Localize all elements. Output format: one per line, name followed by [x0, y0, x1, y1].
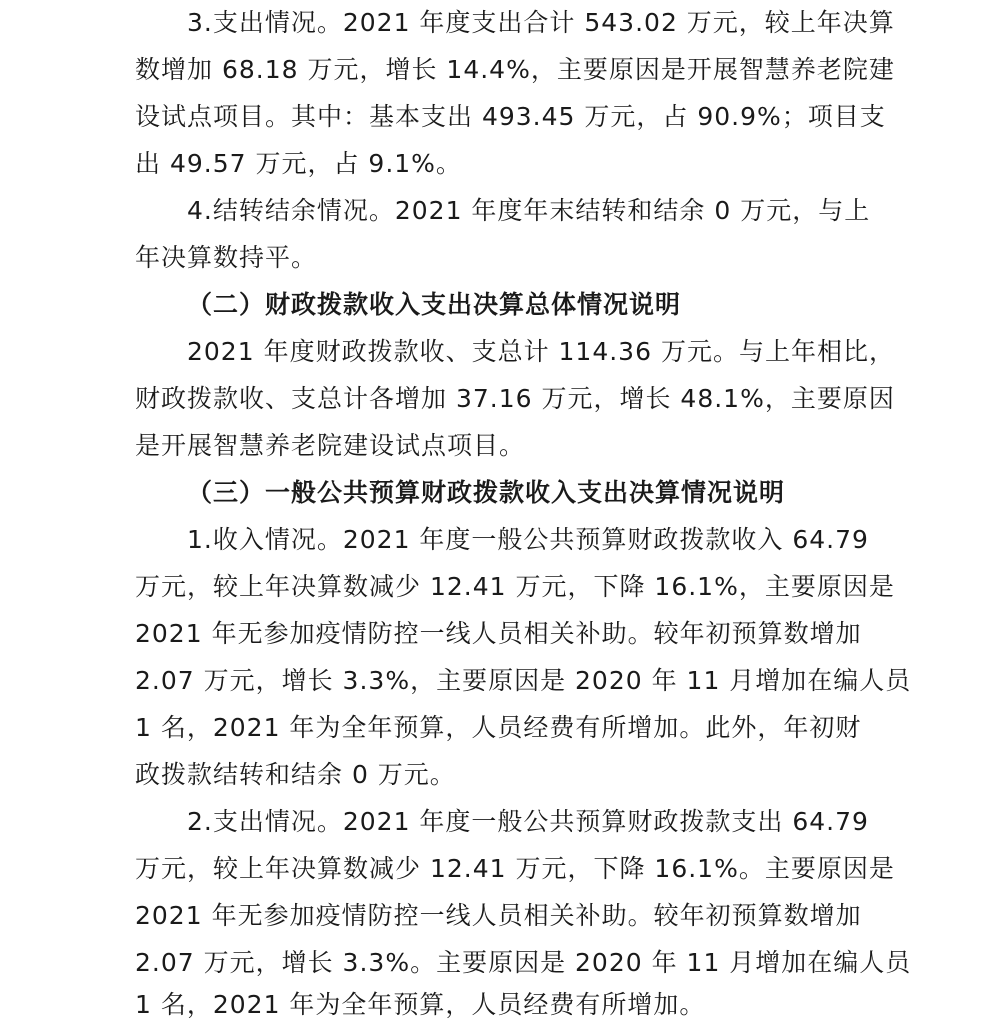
- text-line: 4.结转结余情况。2021 年度年末结转和结余 0 万元，与上: [187, 196, 871, 225]
- text-line: 是开展智慧养老院建设试点项目。: [135, 431, 526, 460]
- text-line: 3.支出情况。2021 年度支出合计 543.02 万元，较上年决算: [187, 8, 895, 37]
- text-line: 2021 年无参加疫情防控一线人员相关补助。较年初预算数增加: [135, 901, 862, 930]
- text-line: 政拨款结转和结余 0 万元。: [135, 760, 456, 789]
- text-line: 数增加 68.18 万元，增长 14.4%，主要原因是开展智慧养老院建: [135, 55, 895, 84]
- text-line: 2.支出情况。2021 年度一般公共预算财政拨款支出 64.79: [187, 807, 869, 836]
- text-line: 2.07 万元，增长 3.3%。主要原因是 2020 年 11 月增加在编人员: [135, 948, 912, 977]
- text-line: 设试点项目。其中：基本支出 493.45 万元，占 90.9%；项目支: [135, 102, 886, 131]
- text-line: 1 名，2021 年为全年预算，人员经费有所增加。此外，年初财: [135, 713, 862, 742]
- text-line: 1.收入情况。2021 年度一般公共预算财政拨款收入 64.79: [187, 525, 869, 554]
- text-line: 万元，较上年决算数减少 12.41 万元，下降 16.1%，主要原因是: [135, 572, 895, 601]
- text-line: 出 49.57 万元，占 9.1%。: [135, 149, 462, 178]
- text-line: 2021 年无参加疫情防控一线人员相关补助。较年初预算数增加: [135, 619, 862, 648]
- text-line: 2021 年度财政拨款收、支总计 114.36 万元。与上年相比，: [187, 337, 895, 366]
- text-line: 年决算数持平。: [135, 243, 318, 272]
- text-line: 万元，较上年决算数减少 12.41 万元，下降 16.1%。主要原因是: [135, 854, 895, 883]
- text-line: 财政拨款收、支总计各增加 37.16 万元，增长 48.1%，主要原因: [135, 384, 895, 413]
- section-heading: （三）一般公共预算财政拨款收入支出决算情况说明: [187, 478, 786, 507]
- text-line: 1 名，2021 年为全年预算，人员经费有所增加。: [135, 990, 706, 1019]
- text-line: 2.07 万元，增长 3.3%，主要原因是 2020 年 11 月增加在编人员: [135, 666, 912, 695]
- section-heading: （二）财政拨款收入支出决算总体情况说明: [187, 290, 682, 319]
